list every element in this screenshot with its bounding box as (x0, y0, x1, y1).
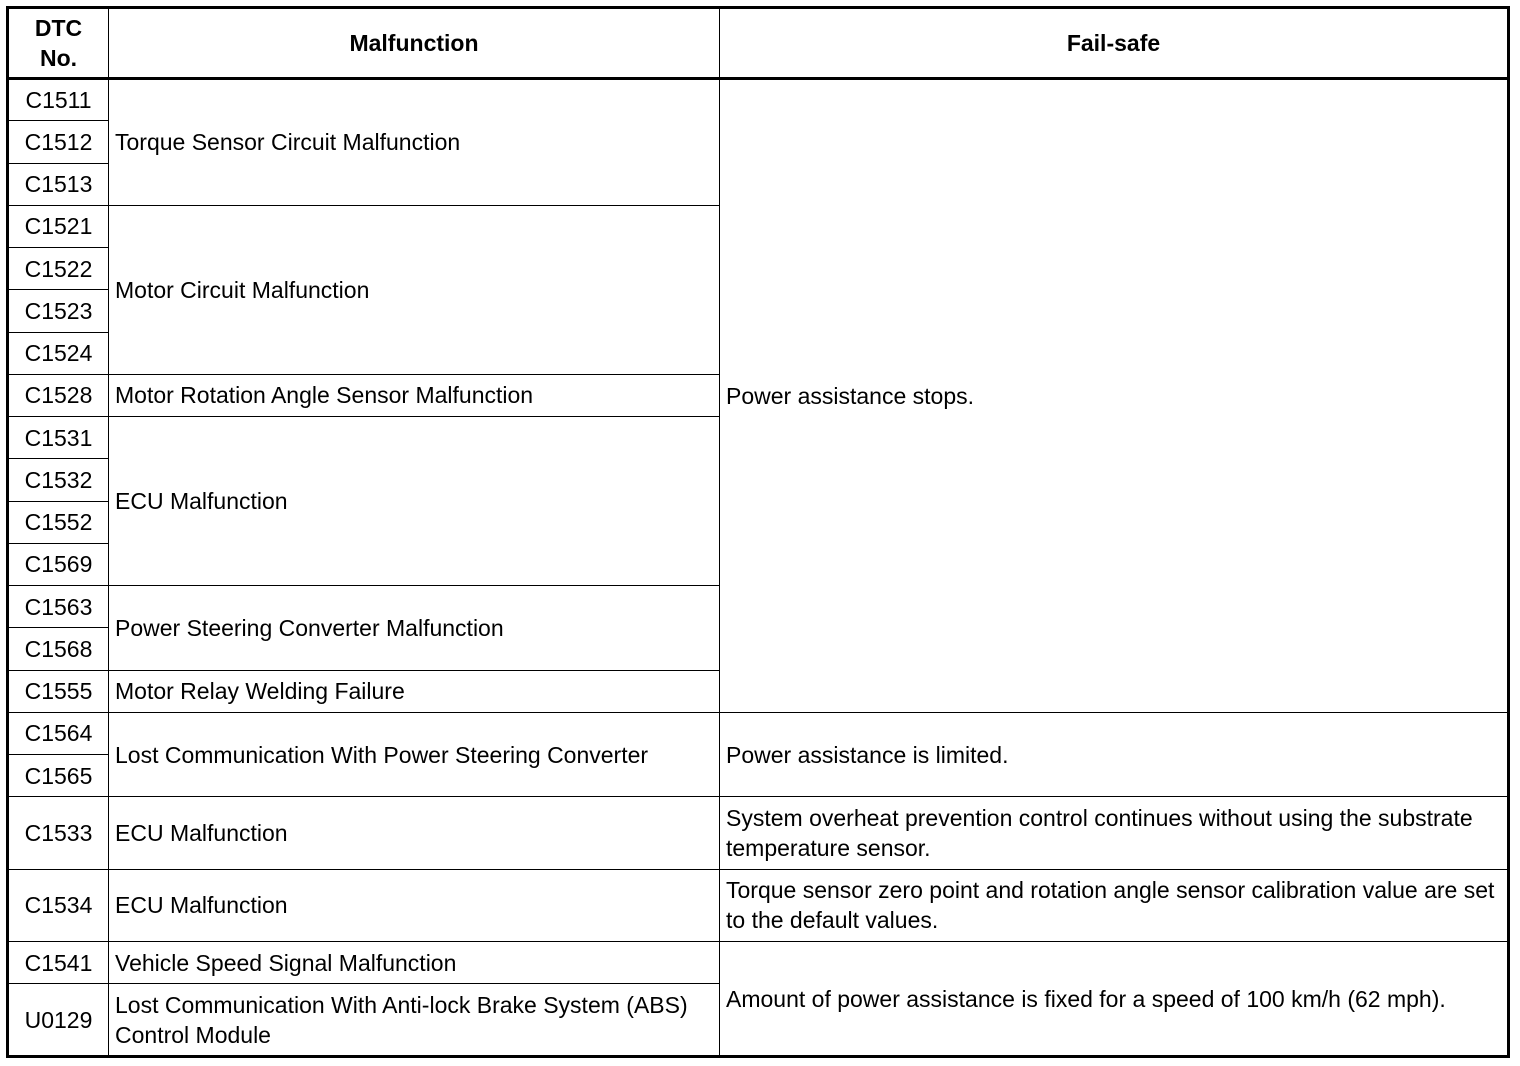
dtc-code: C1513 (8, 163, 109, 205)
table-row (8, 712, 1509, 754)
dtc-code: C1524 (8, 332, 109, 374)
malfunction-cell: Motor Circuit Malfunction (109, 205, 720, 374)
dtc-code: C1568 (8, 628, 109, 670)
malfunction-cell: Motor Rotation Angle Sensor Malfunction (109, 374, 720, 416)
malfunction-cell: ECU Malfunction (109, 869, 720, 941)
table-row (8, 797, 1509, 869)
dtc-code: C1564 (8, 712, 109, 754)
dtc-code: C1521 (8, 205, 109, 247)
dtc-code: C1552 (8, 501, 109, 543)
table-row (8, 79, 1509, 121)
dtc-code: C1569 (8, 543, 109, 585)
dtc-code: C1523 (8, 290, 109, 332)
header-malfunction: Malfunction (109, 8, 720, 79)
table-row (8, 942, 1509, 984)
dtc-code: C1531 (8, 417, 109, 459)
dtc-code: C1522 (8, 248, 109, 290)
dtc-code: C1541 (8, 942, 109, 984)
header-failsafe: Fail-safe (720, 8, 1509, 79)
header-row (8, 8, 1509, 79)
dtc-code: C1512 (8, 121, 109, 163)
failsafe-cell: Power assistance stops. (720, 79, 1509, 713)
dtc-table (6, 6, 1510, 1058)
malfunction-cell: Torque Sensor Circuit Malfunction (109, 79, 720, 206)
dtc-code: C1528 (8, 374, 109, 416)
malfunction-cell: Power Steering Converter Malfunction (109, 586, 720, 671)
dtc-code: C1555 (8, 670, 109, 712)
dtc-code: C1511 (8, 79, 109, 121)
malfunction-cell: Motor Relay Welding Failure (109, 670, 720, 712)
malfunction-cell: ECU Malfunction (109, 797, 720, 869)
header-dtc-no: DTC No. (8, 8, 109, 79)
table-row (8, 869, 1509, 941)
malfunction-cell: Vehicle Speed Signal Malfunction (109, 942, 720, 984)
dtc-code: U0129 (8, 984, 109, 1057)
dtc-code: C1565 (8, 755, 109, 797)
dtc-code: C1533 (8, 797, 109, 869)
dtc-code: C1534 (8, 869, 109, 941)
failsafe-cell: Torque sensor zero point and rotation angle sensor calibration value are set to the default values. (720, 869, 1509, 941)
failsafe-cell: Amount of power assistance is fixed for a speed of 100 km/h (62 mph). (720, 942, 1509, 1057)
malfunction-cell: ECU Malfunction (109, 417, 720, 586)
failsafe-cell: System overheat prevention control continues without using the substrate temperature sensor. (720, 797, 1509, 869)
malfunction-cell: Lost Communication With Power Steering Converter (109, 712, 720, 797)
failsafe-cell: Power assistance is limited. (720, 712, 1509, 797)
dtc-code: C1563 (8, 586, 109, 628)
dtc-code: C1532 (8, 459, 109, 501)
malfunction-cell: Lost Communication With Anti-lock Brake System (ABS) Control Module (109, 984, 720, 1057)
